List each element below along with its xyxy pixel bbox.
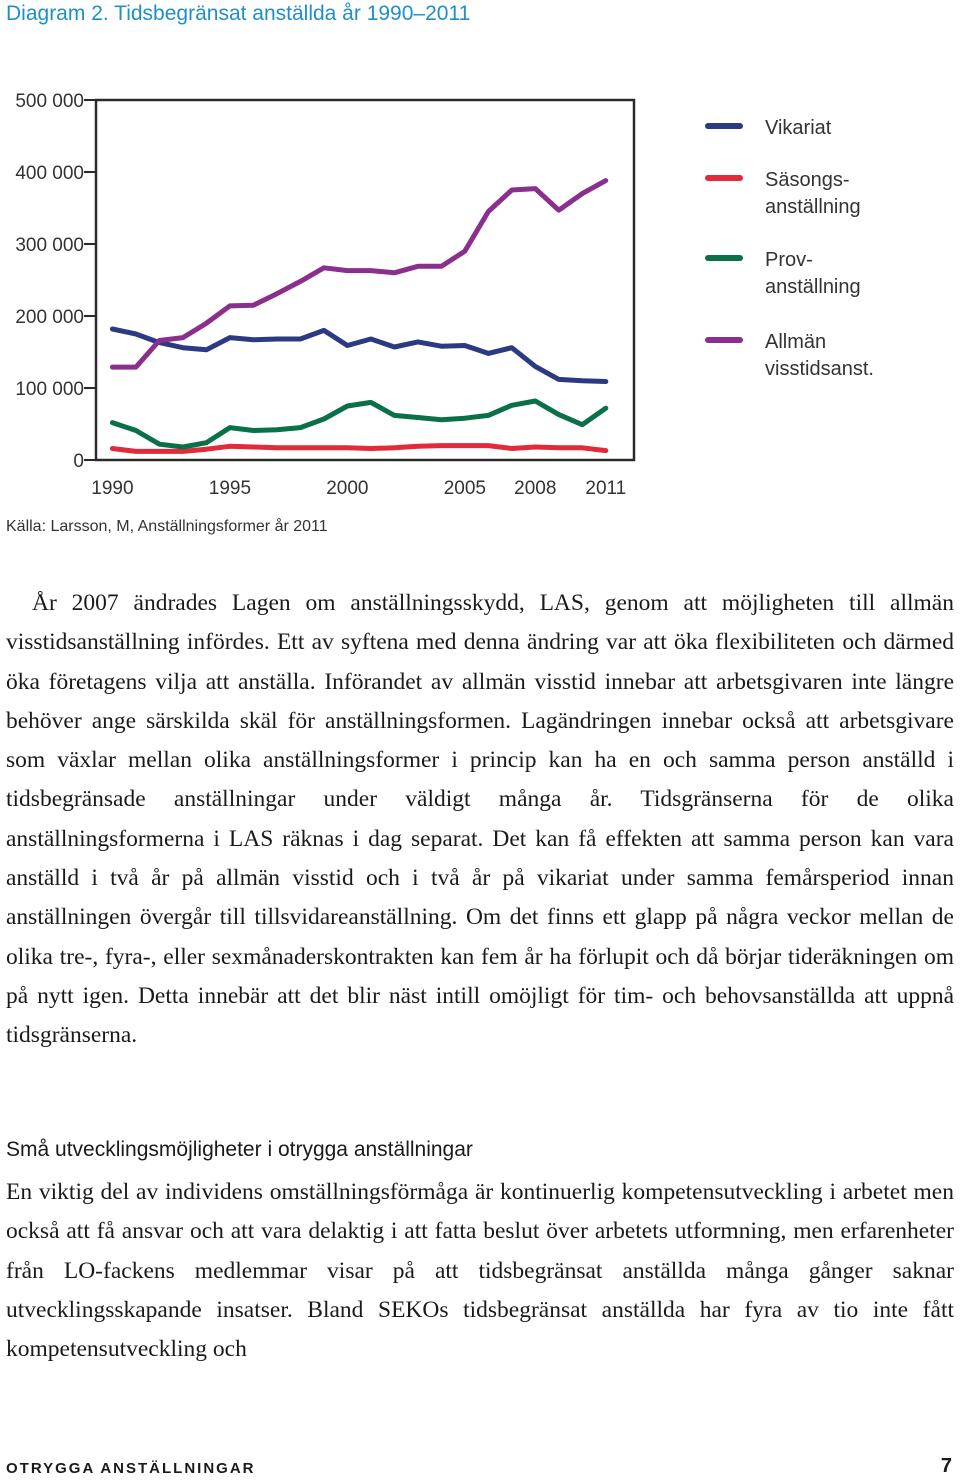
plot-frame <box>96 100 634 460</box>
legend-label: Allmän visstidsanst. <box>765 331 874 380</box>
y-tick-label: 300 000 <box>15 235 84 256</box>
footer-title: OTRYGGA ANSTÄLLNINGAR <box>6 1460 256 1477</box>
y-axis <box>15 91 96 472</box>
page-number: 7 <box>940 1455 952 1477</box>
legend-label: Prov-anställning <box>765 249 861 298</box>
series-line-3 <box>112 401 605 447</box>
legend-label: Säsongs-anställning <box>765 169 861 218</box>
y-tick-label: 0 <box>73 451 84 472</box>
x-tick-label: 2011 <box>585 478 627 499</box>
y-tick-label: 400 000 <box>15 163 84 184</box>
x-axis <box>91 478 626 499</box>
x-tick-label: 1990 <box>91 478 134 499</box>
x-tick-label: 2008 <box>514 478 557 499</box>
body-paragraph-1: År 2007 ändrades Lagen om anställningsskydd, LAS, genom att möjligheten till allmän visstidsanställning infördes. Ett av syftena med denna ändring var att öka flexibiliteten och därmed öka företagens vilja att anställa. Införandet av allmän visstid innebar att arbetsgivaren inte längre behöver ange särskilda skäl för anställningsformen. Lagändringen innebar också att arbetsgivare som växlar mellan olika anställningsformer i princip kan ha en och samma person anställd i tidsbegränsade anställningar under väldigt många år. Tidsgränserna för de olika anställningsformerna i LAS räknas i dag separat. Det kan få effekten att samma person kan vara anställd i två år på allmän visstid och i två år på vikariat under samma femårsperiod innan anställningen övergår till tillsvidareanställning. Om det finns ett glapp på några veckor mellan de olika tre-, fyra-, eller sexmånaderskontrakten kan fem år ha förlupit och då börjar tideräkningen om på nytt igen. Detta innebär att det blir näst intill omöjligt för tim- och behovsanställda att uppnå tidsgränserna. <box>6 590 954 1049</box>
y-tick-label: 200 000 <box>15 307 84 328</box>
x-tick-label: 1995 <box>208 478 252 499</box>
y-tick-label: 500 000 <box>15 91 84 112</box>
line-chart <box>0 0 960 500</box>
chart-source: Källa: Larsson, M, Anställningsformer år 2011 <box>6 518 328 535</box>
legend <box>708 117 874 380</box>
series-line-4 <box>112 181 605 368</box>
x-tick-label: 2005 <box>443 478 486 499</box>
section-heading: Små utvecklingsmöjligheter i otrygga anställningar <box>6 1138 473 1161</box>
body-paragraph-2: En viktig del av individens omställningsförmåga är kontinuerlig kompetensutveckling i arbetet men också att få ansvar och att vara delaktig i att fatta beslut över arbetets utformning, men erfarenheter från LO-fackens medlemmar visar på att tidsbegränsat anställda många gånger saknar utvecklingsskapande insatser. Bland SEKOs tidsbegränsat anställda har fyra av tio inte fått kompetensutveckling och <box>6 1179 954 1363</box>
legend-label: Vikariat <box>765 117 832 139</box>
series-lines <box>112 181 605 452</box>
x-tick-label: 2000 <box>326 478 369 499</box>
y-tick-label: 100 000 <box>15 379 84 400</box>
chart-title: Diagram 2. Tidsbegränsat anställda år 1990–2011 <box>6 2 471 25</box>
